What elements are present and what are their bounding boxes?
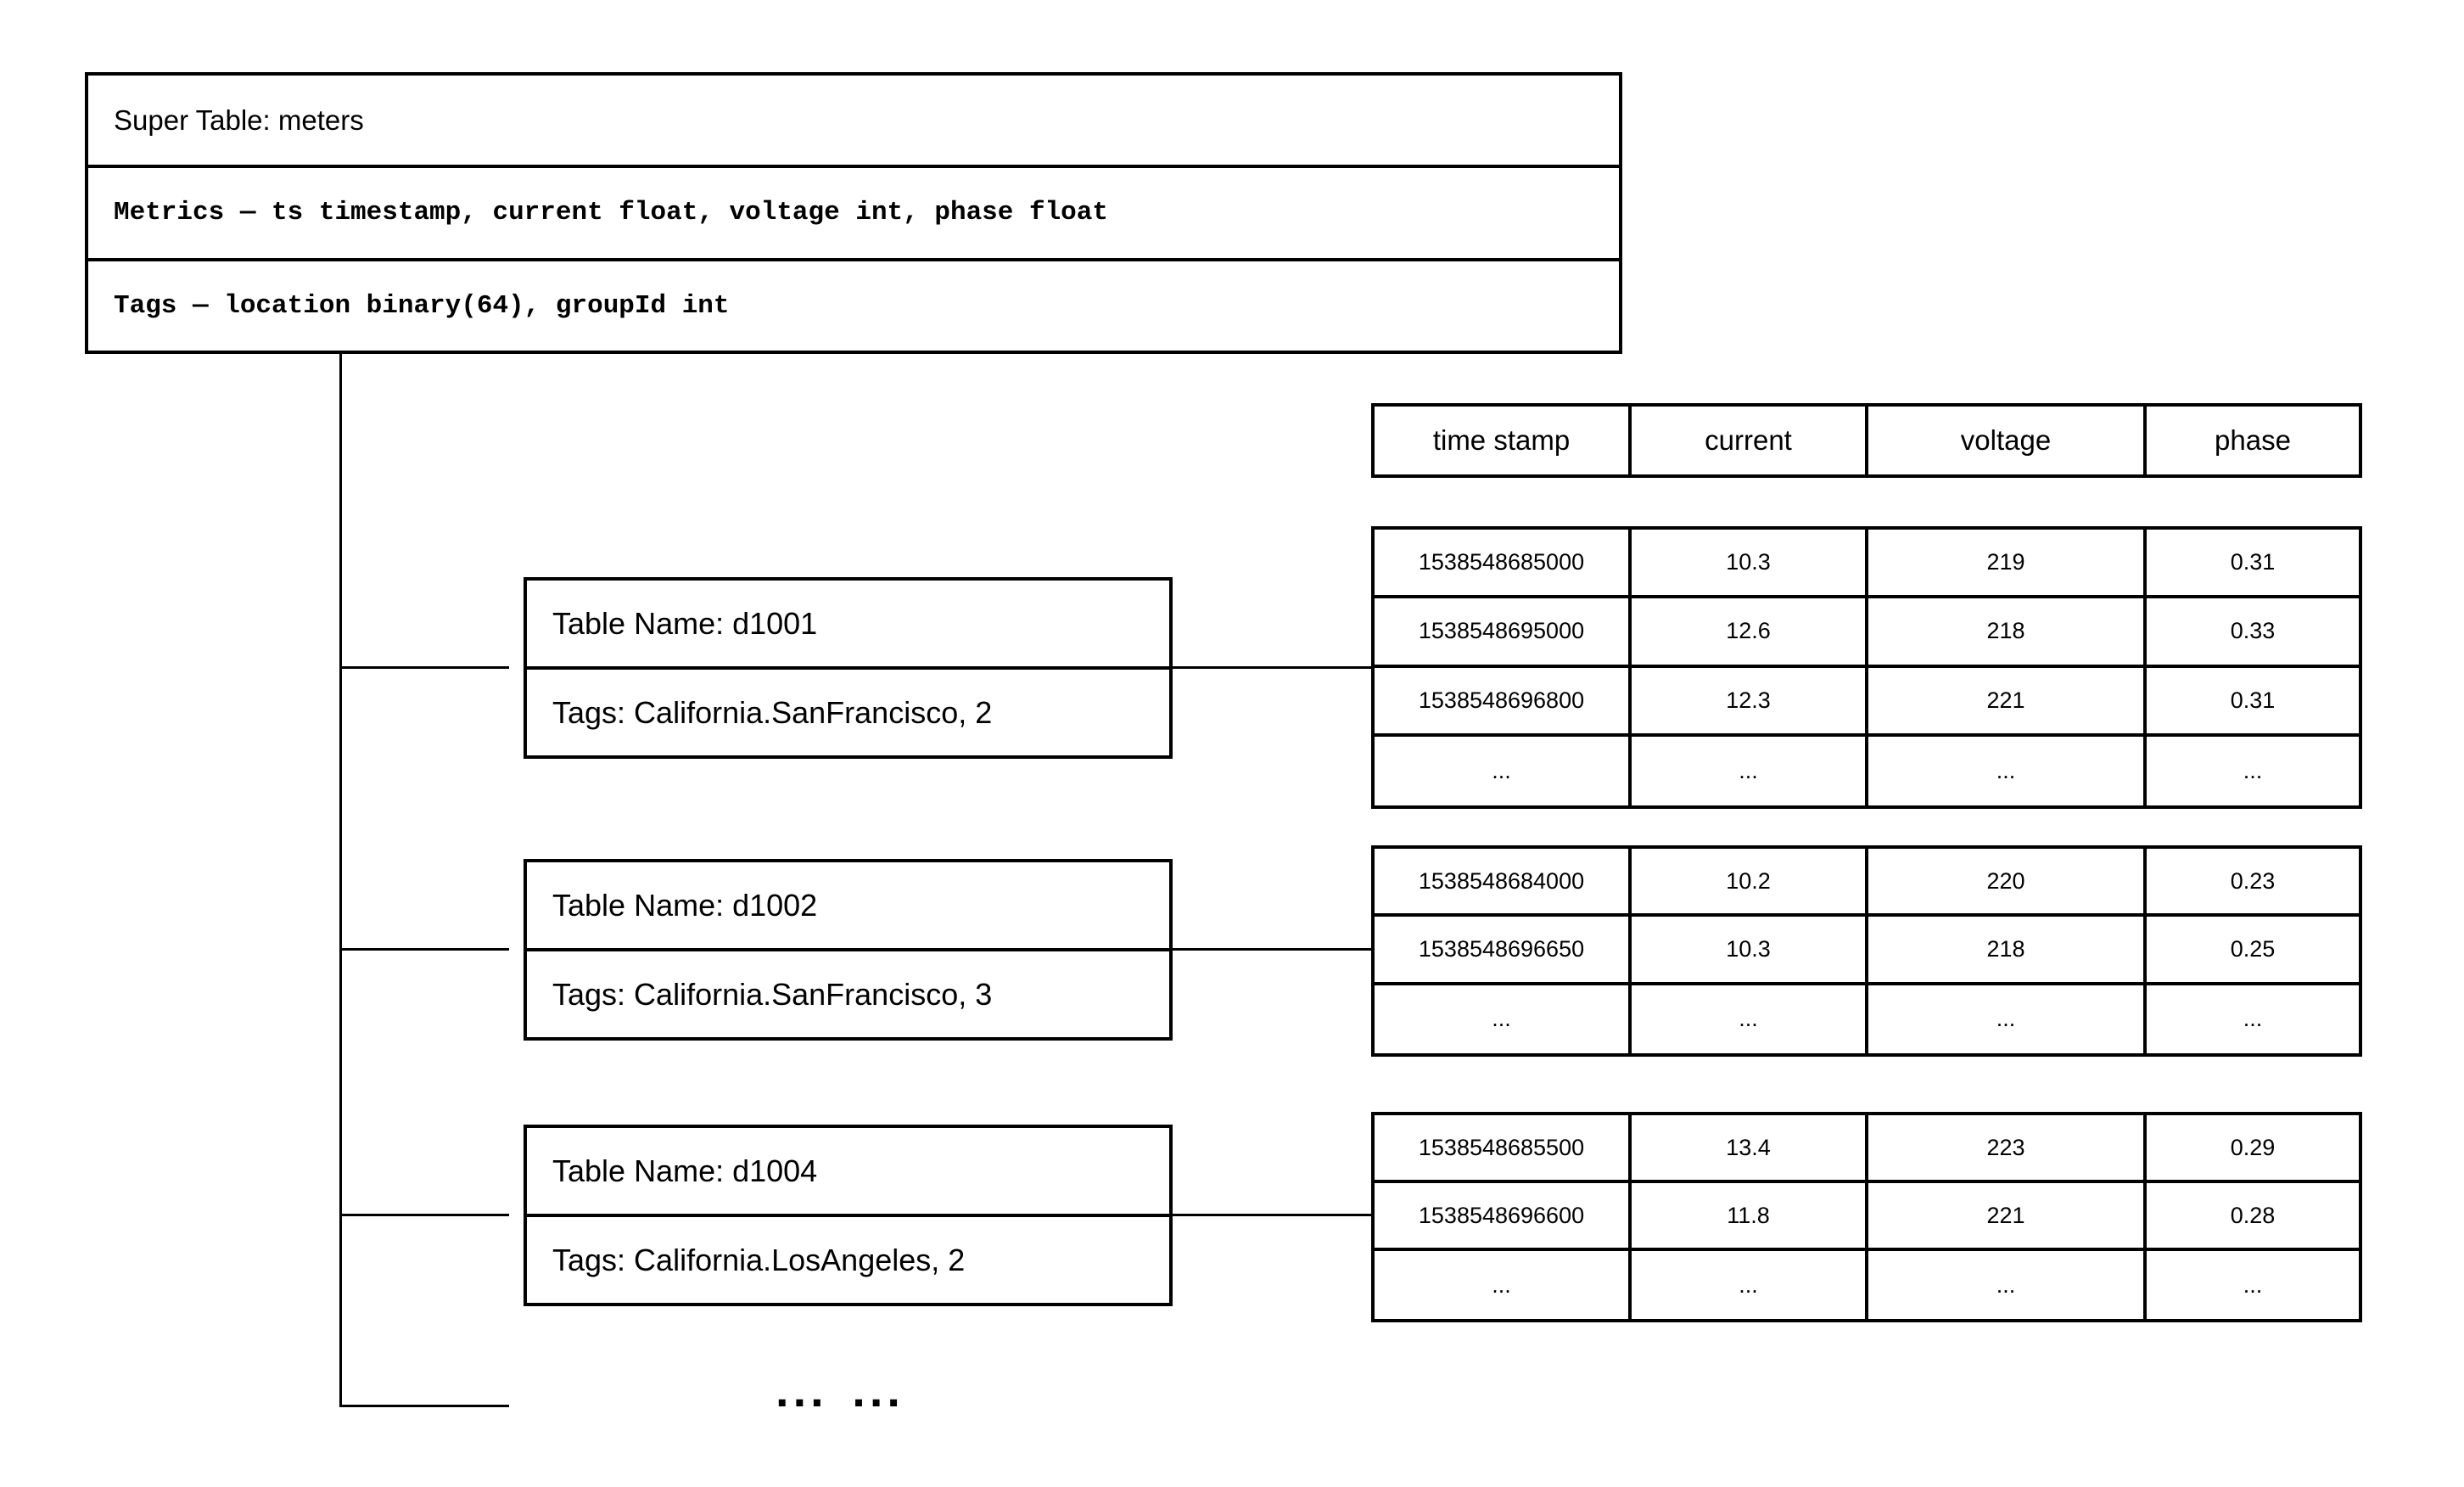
table-cell-ellipsis: ... bbox=[1375, 1251, 1632, 1319]
super-table-box bbox=[85, 72, 1622, 354]
table-cell-ellipsis: ... bbox=[1632, 737, 1868, 805]
table-cell: 0.28 bbox=[2147, 1183, 2359, 1251]
super-table-tags: Tags — location binary(64), groupId int bbox=[88, 258, 1619, 351]
table-cell-ellipsis: ... bbox=[2243, 1006, 2263, 1032]
subtable-tags-d1002: Tags: California.SanFrancisco, 3 bbox=[552, 976, 993, 1012]
table-cell: 12.6 bbox=[1632, 598, 1868, 667]
table-cell: 12.3 bbox=[1632, 668, 1868, 737]
branch-line-more bbox=[339, 1405, 509, 1407]
branch-line-d1004 bbox=[339, 1214, 509, 1216]
subtable-box-d1004 bbox=[524, 1125, 1173, 1306]
table-cell: 1538548685500 bbox=[1375, 1115, 1632, 1183]
super-table-metrics: Metrics — ts timestamp, current float, voltage int, phase float bbox=[88, 165, 1619, 257]
table-cell: 0.31 bbox=[2147, 668, 2359, 737]
table-cell: 218 bbox=[1868, 598, 2147, 667]
trunk-line bbox=[339, 354, 342, 1407]
table-cell: 0.33 bbox=[2147, 598, 2359, 667]
subtable-box-d1002 bbox=[524, 859, 1173, 1041]
more-tables-indicator: ... ... bbox=[776, 1363, 904, 1417]
column-header-current: current bbox=[1632, 407, 1868, 474]
table-cell: 0.31 bbox=[2147, 530, 2359, 598]
table-cell: 1538548684000 bbox=[1375, 849, 1632, 917]
table-cell: 219 bbox=[1868, 530, 2147, 598]
table-cell-ellipsis: ... bbox=[1868, 985, 2147, 1053]
table-cell: 0.23 bbox=[2147, 849, 2359, 917]
table-cell: 1538548685000 bbox=[1375, 530, 1632, 598]
data-table-d1002 bbox=[1371, 845, 2362, 1057]
subtable-name-d1002: Table Name: d1002 bbox=[527, 862, 1169, 951]
table-cell: 10.3 bbox=[1632, 530, 1868, 598]
table-cell-ellipsis: ... bbox=[2243, 757, 2263, 783]
subtable-name-d1001: Table Name: d1001 bbox=[527, 581, 1169, 670]
table-cell-ellipsis: ... bbox=[1868, 1251, 2147, 1319]
column-header-voltage: voltage bbox=[1868, 407, 2147, 474]
table-cell: 10.3 bbox=[1632, 917, 1868, 985]
subtable-tags-d1001: Tags: California.SanFrancisco, 2 bbox=[552, 694, 993, 730]
table-cell: 11.8 bbox=[1632, 1183, 1868, 1251]
table-cell: 1538548696600 bbox=[1375, 1183, 1632, 1251]
subtable-name-d1004: Table Name: d1004 bbox=[527, 1128, 1169, 1217]
table-cell: 1538548695000 bbox=[1375, 598, 1632, 667]
connector-d1002-to-table bbox=[1173, 948, 1371, 951]
subtable-tags-d1004: Tags: California.LosAngeles, 2 bbox=[552, 1242, 966, 1277]
table-cell: 0.25 bbox=[2147, 917, 2359, 985]
table-cell: 221 bbox=[1868, 1183, 2147, 1251]
column-header-phase: phase bbox=[2215, 424, 2291, 456]
table-cell: 1538548696650 bbox=[1375, 917, 1632, 985]
subtable-box-d1001 bbox=[524, 577, 1173, 759]
table-cell-ellipsis: ... bbox=[1375, 985, 1632, 1053]
connector-d1004-to-table bbox=[1173, 1214, 1371, 1216]
data-table-d1001 bbox=[1371, 526, 2362, 809]
table-cell-ellipsis: ... bbox=[1632, 985, 1868, 1053]
table-cell-ellipsis: ... bbox=[1375, 737, 1632, 805]
table-cell: 221 bbox=[1868, 668, 2147, 737]
table-cell-ellipsis: ... bbox=[2243, 1271, 2263, 1298]
branch-line-d1001 bbox=[339, 666, 509, 669]
table-cell: 220 bbox=[1868, 849, 2147, 917]
connector-d1001-to-table bbox=[1173, 666, 1371, 669]
column-header-timestamp: time stamp bbox=[1375, 407, 1632, 474]
table-cell: 10.2 bbox=[1632, 849, 1868, 917]
column-header-row bbox=[1371, 403, 2362, 478]
table-cell: 13.4 bbox=[1632, 1115, 1868, 1183]
table-cell-ellipsis: ... bbox=[1868, 737, 2147, 805]
table-cell-ellipsis: ... bbox=[1632, 1251, 1868, 1319]
table-cell: 218 bbox=[1868, 917, 2147, 985]
table-cell: 0.29 bbox=[2147, 1115, 2359, 1183]
table-cell: 223 bbox=[1868, 1115, 2147, 1183]
super-table-title: Super Table: meters bbox=[114, 104, 364, 136]
table-cell: 1538548696800 bbox=[1375, 668, 1632, 737]
branch-line-d1002 bbox=[339, 948, 509, 951]
data-table-d1004 bbox=[1371, 1112, 2362, 1322]
